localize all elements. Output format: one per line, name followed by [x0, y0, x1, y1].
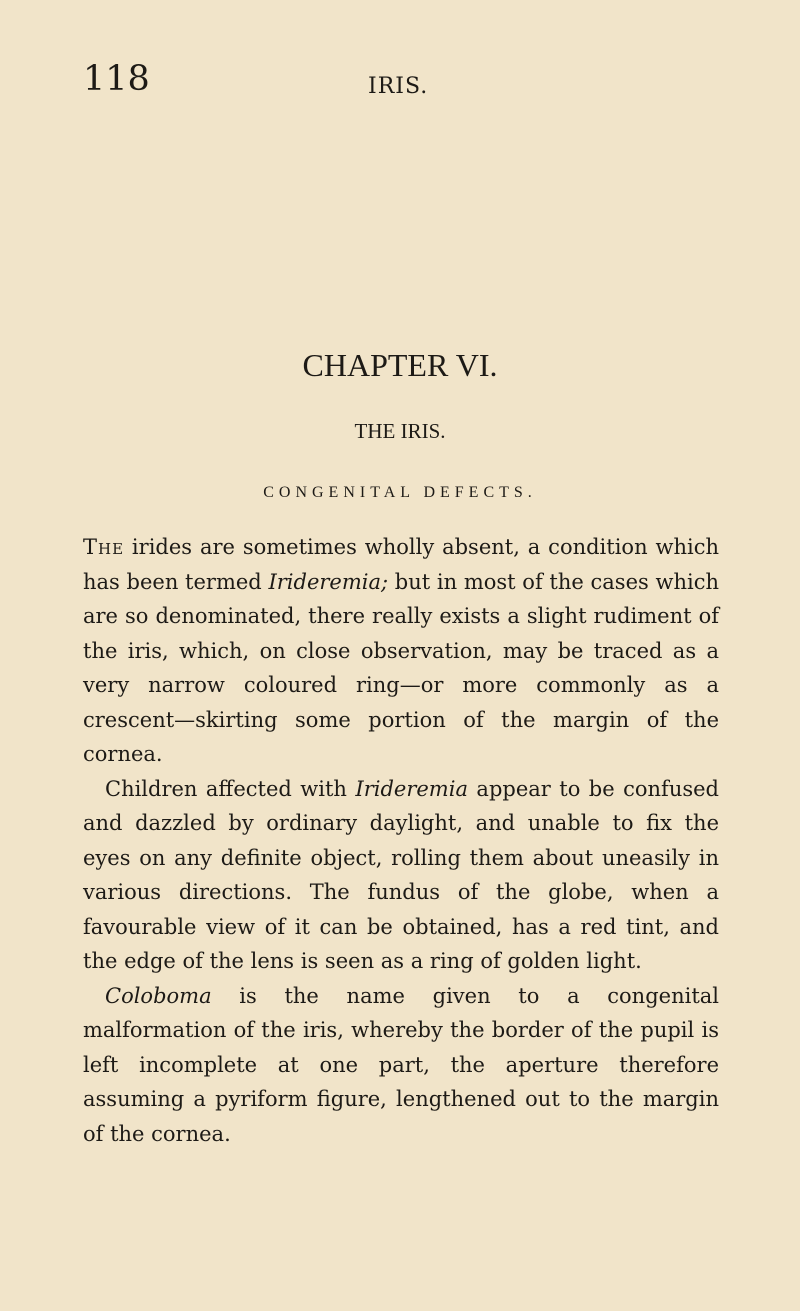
term-irideremia-2: Irideremia: [355, 776, 468, 801]
page-number: 118: [83, 59, 150, 99]
paragraph-1-text-b: but in most of the cases which are so denominated, there really exists a slight rudiment of the iris, which, on close observation, may be traced as a very narrow coloured ring—or more commonly as a crescent—skirting some portion of the margin of the cornea.: [83, 569, 719, 766]
running-head: IRIS.: [368, 74, 429, 99]
paragraph-2: [83, 772, 719, 979]
body-text: [83, 530, 719, 1151]
term-coloboma: Coloboma: [105, 983, 212, 1008]
paragraph-1-lead: The: [83, 535, 125, 559]
paragraph-1: [83, 530, 719, 772]
paragraph-3: [83, 979, 719, 1152]
term-irideremia: Irideremia;: [268, 569, 389, 594]
paragraph-2-text-b: appear to be confused and dazzled by ordinary daylight, and unable to fix the eyes on any definite object, rolling them about uneasily in various directions. The fundus of the globe, when a favourable view of it can be obtained, has a red tint, and the edge of the lens is seen as a ring of golden light.: [83, 776, 719, 973]
paragraph-3-text: is the name given to a congenital malformation of the iris, whereby the border of the pupil is left incomplete at one part, the aperture therefore assuming a pyriform figure, lengthened out to the margin of the cornea.: [83, 983, 719, 1146]
paragraph-1-text-a: irides are sometimes wholly absent, a condition which has been termed: [83, 535, 719, 594]
section-title: THE IRIS.: [354, 419, 446, 443]
subsection-title: CONGENITAL DEFECTS.: [263, 484, 537, 501]
paragraph-2-text-a: Children affected with: [105, 776, 356, 801]
chapter-title: CHAPTER VI.: [302, 347, 498, 383]
